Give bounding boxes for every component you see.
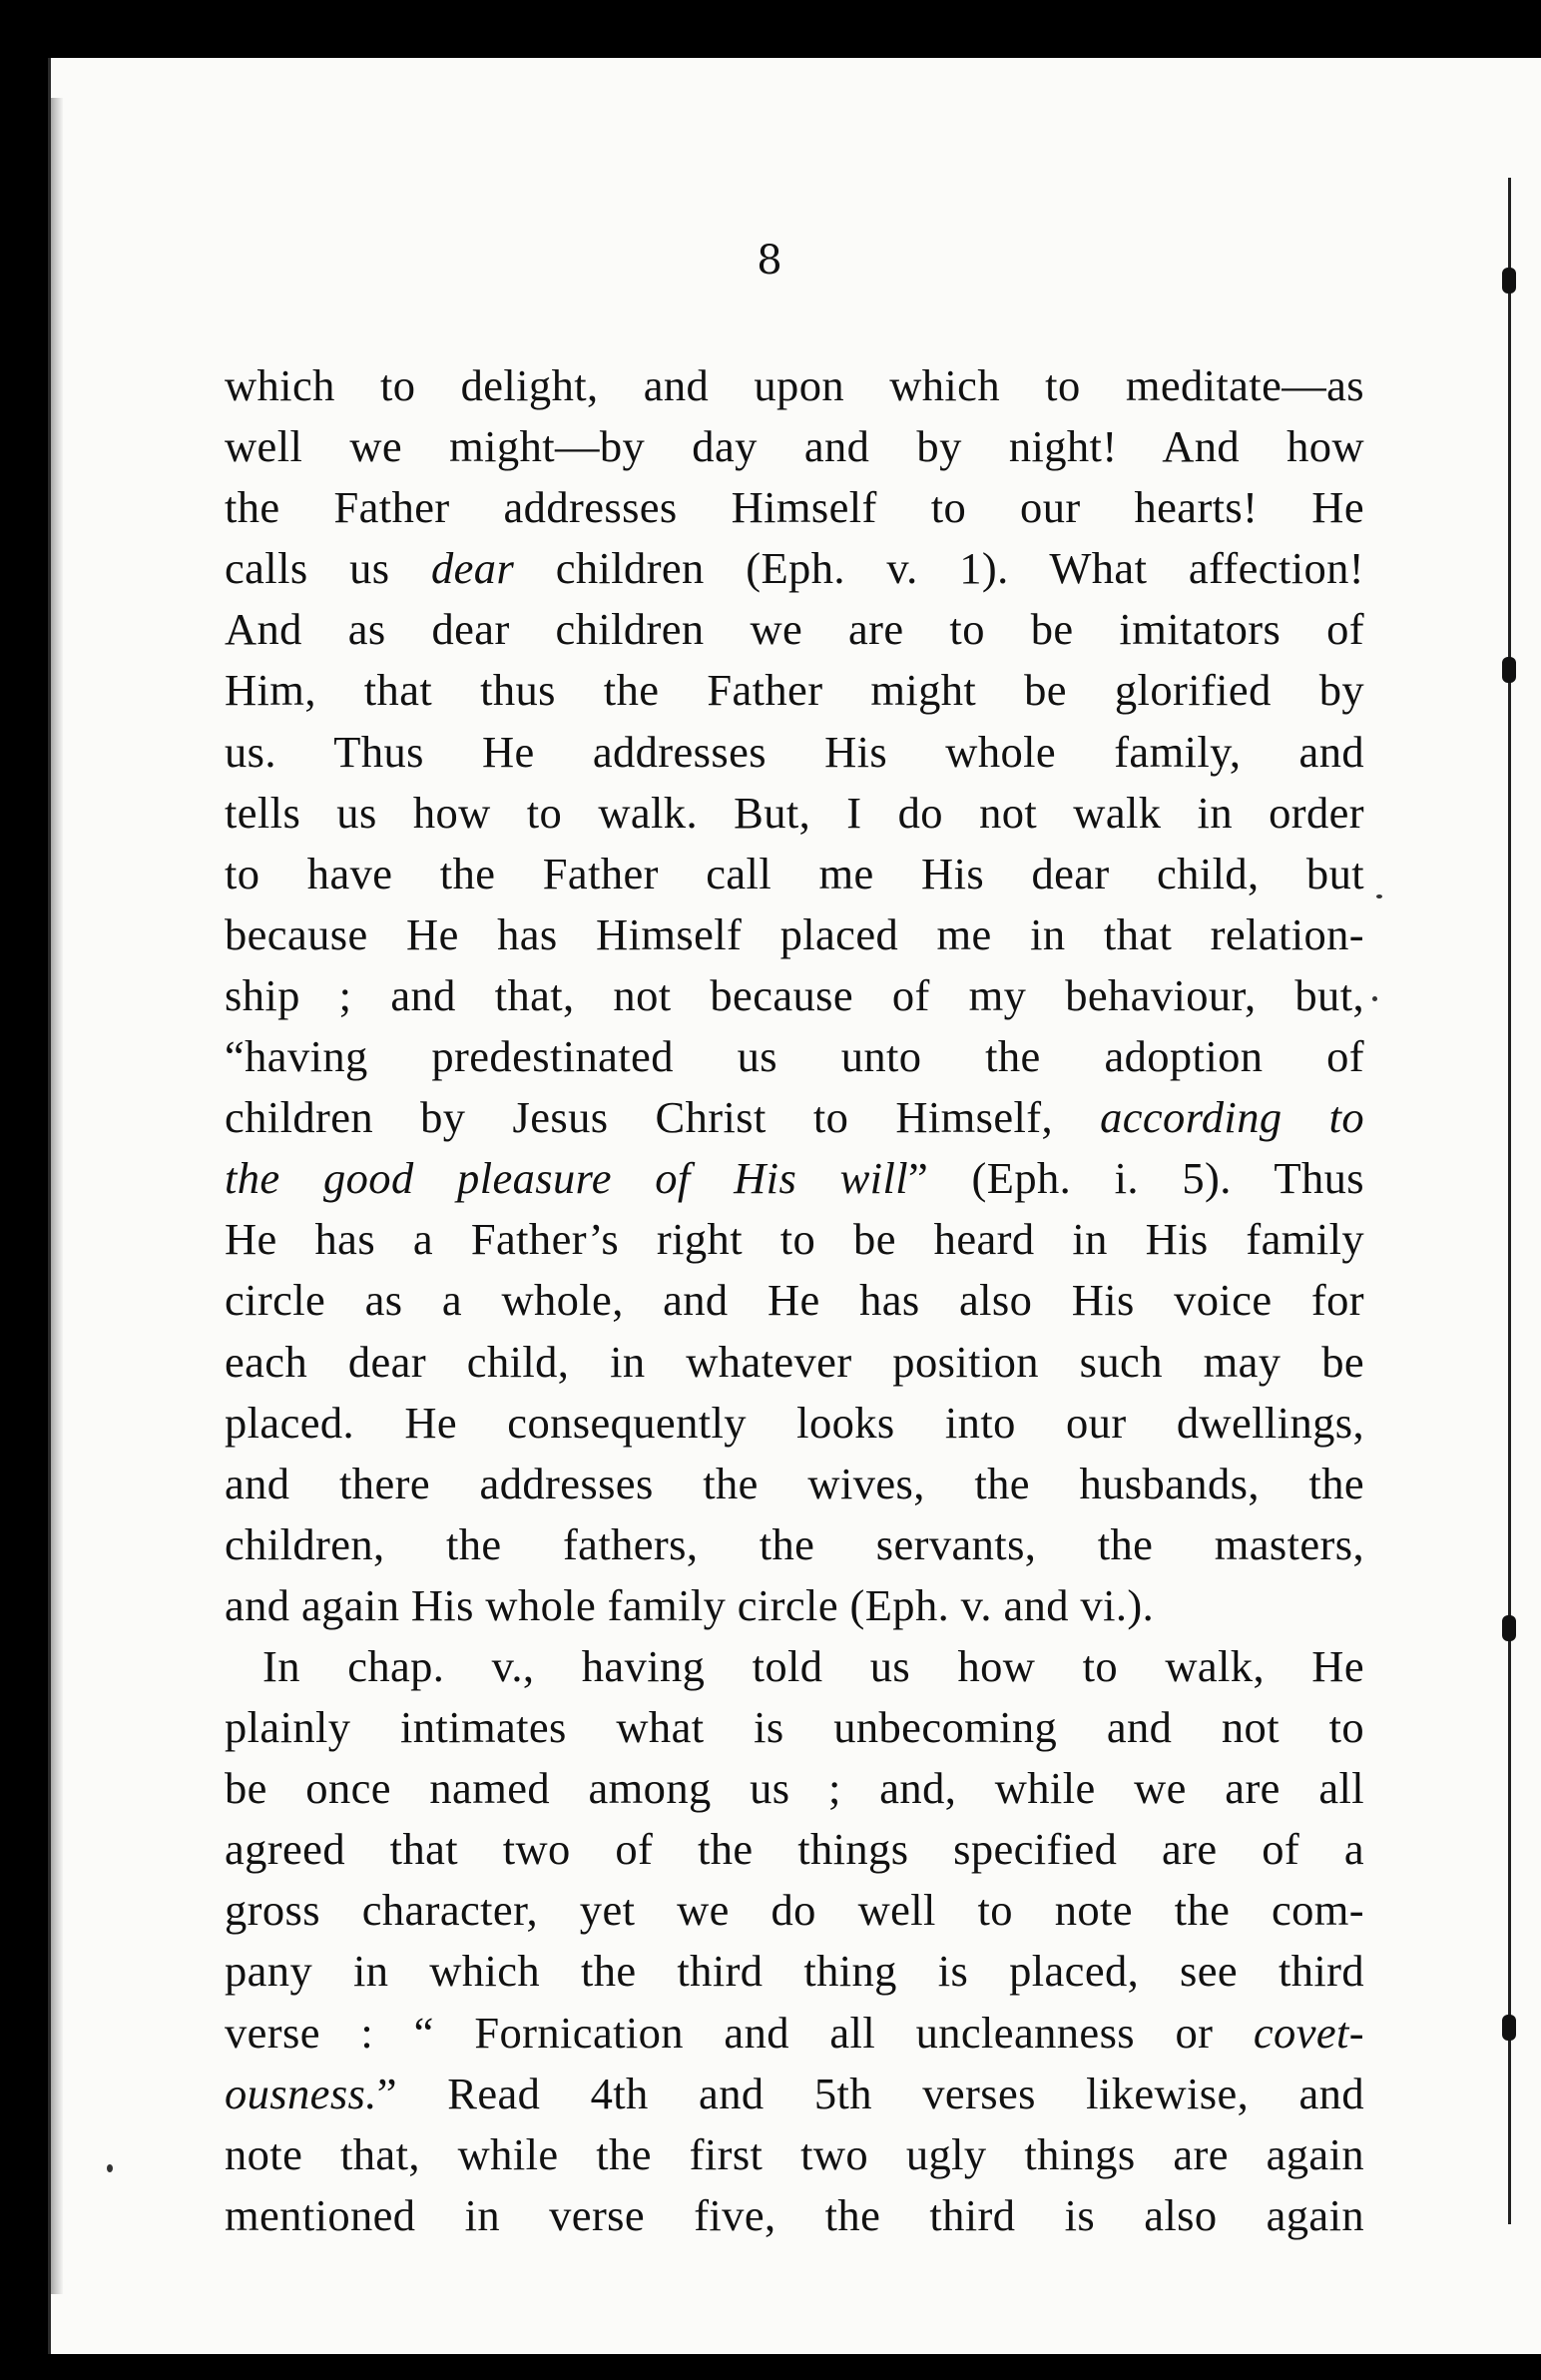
text-run: children, the fathers, the servants, the masters, (225, 1518, 1364, 1569)
text-run: ship ; and that, not because of my behaviour, but, (225, 969, 1364, 1020)
edge-mark (1502, 1615, 1516, 1641)
edge-mark (1502, 657, 1516, 683)
text-run: us. Thus He addresses His whole family, and (225, 726, 1364, 777)
text-run: plainly intimates what is unbecoming and not to (225, 1702, 1364, 1753)
page-number: 8 (757, 238, 782, 284)
text-line (225, 538, 1364, 599)
text-line (225, 1941, 1364, 2002)
text-run: placed. He consequently looks into our dwellings, (225, 1397, 1364, 1448)
text-run: be once named among us ; and, while we are all (225, 1763, 1364, 1814)
text-line (225, 1575, 1364, 1636)
scan-speck (107, 2164, 113, 2172)
edge-mark (1502, 2015, 1516, 2041)
text-line (225, 1026, 1364, 1087)
adjacent-page-edge (1488, 58, 1541, 2354)
text-run: ” Read 4th and 5th verses likewise, and (376, 2068, 1364, 2118)
italic-text: dear (431, 543, 515, 594)
text-line (225, 1209, 1364, 1270)
italic-text: ousness. (225, 2068, 377, 2118)
text-run: circle as a whole, and He has also His voice for (225, 1275, 1364, 1326)
text-line (225, 904, 1364, 965)
text-run: gross character, yet we do well to note the com- (225, 1885, 1364, 1936)
text-line (225, 1636, 1364, 1697)
text-run: to have the Father call me His dear child, but (225, 848, 1364, 898)
text-run: In chap. v., having told us how to walk, He (262, 1640, 1364, 1691)
italic-text: the good pleasure of His will (225, 1153, 908, 1204)
text-line (225, 1819, 1364, 1880)
text-line (225, 1697, 1364, 1758)
text-run: calls us (225, 543, 431, 594)
text-run: each dear child, in whatever position such may be (225, 1336, 1364, 1387)
text-line (225, 1514, 1364, 1575)
text-run: the Father addresses Himself to our hearts! He (225, 482, 1364, 533)
text-run: well we might—by day and by night! And how (225, 421, 1364, 472)
text-run: ” (Eph. i. 5). Thus (907, 1153, 1364, 1204)
text-run: “having predestinated us unto the adoption of (225, 1031, 1364, 1082)
book-page (48, 58, 1488, 2354)
text-line (225, 2003, 1364, 2064)
italic-text: according to (1100, 1092, 1364, 1143)
edge-mark (1502, 268, 1516, 294)
text-line (225, 1393, 1364, 1454)
text-line (225, 1758, 1364, 1819)
text-line (225, 1087, 1364, 1148)
scan-speck (1372, 996, 1377, 1001)
text-run: children (Eph. v. 1). What affection! (514, 543, 1364, 594)
text-line (225, 844, 1364, 904)
text-line (225, 599, 1364, 660)
text-line (225, 965, 1364, 1026)
text-line (225, 722, 1364, 783)
text-run: verse : “ Fornication and all uncleanness or (225, 2007, 1254, 2058)
text-run: He has a Father’s right to be heard in His family (225, 1214, 1364, 1265)
text-run: children by Jesus Christ to Himself, (225, 1092, 1101, 1143)
text-line (225, 1270, 1364, 1331)
page-gutter-shadow (51, 98, 63, 2294)
text-line (225, 416, 1364, 477)
text-line (225, 2064, 1364, 2124)
page-edge-rule (1508, 178, 1511, 2224)
text-run: because He has Himself placed me in that relation- (225, 908, 1364, 959)
text-run: and again His whole family circle (Eph. v. and vi.). (225, 1579, 1155, 1630)
text-run: which to delight, and upon which to meditate—as (225, 360, 1364, 410)
text-run: mentioned in verse five, the third is also again (225, 2189, 1364, 2240)
text-line (225, 660, 1364, 721)
text-run: tells us how to walk. But, I do not walk in order (225, 787, 1364, 838)
text-line (225, 477, 1364, 538)
text-run: and there addresses the wives, the husbands, the (225, 1458, 1364, 1508)
text-line (225, 1454, 1364, 1514)
text-line (225, 2124, 1364, 2185)
text-line (225, 1332, 1364, 1393)
text-run: note that, while the first two ugly things are again (225, 2128, 1364, 2179)
text-run: pany in which the third thing is placed, see third (225, 1946, 1364, 1997)
text-line (225, 783, 1364, 844)
text-run: Him, that thus the Father might be glorified by (225, 665, 1364, 716)
text-line (225, 1880, 1364, 1941)
text-line (225, 1148, 1364, 1209)
scan-speck (1376, 894, 1382, 898)
text-run: And as dear children we are to be imitators of (225, 604, 1364, 655)
italic-text: covet- (1253, 2007, 1364, 2058)
page-text (225, 355, 1364, 2246)
text-line (225, 2185, 1364, 2246)
text-run: agreed that two of the things specified are of a (225, 1824, 1364, 1875)
text-line (225, 355, 1364, 416)
